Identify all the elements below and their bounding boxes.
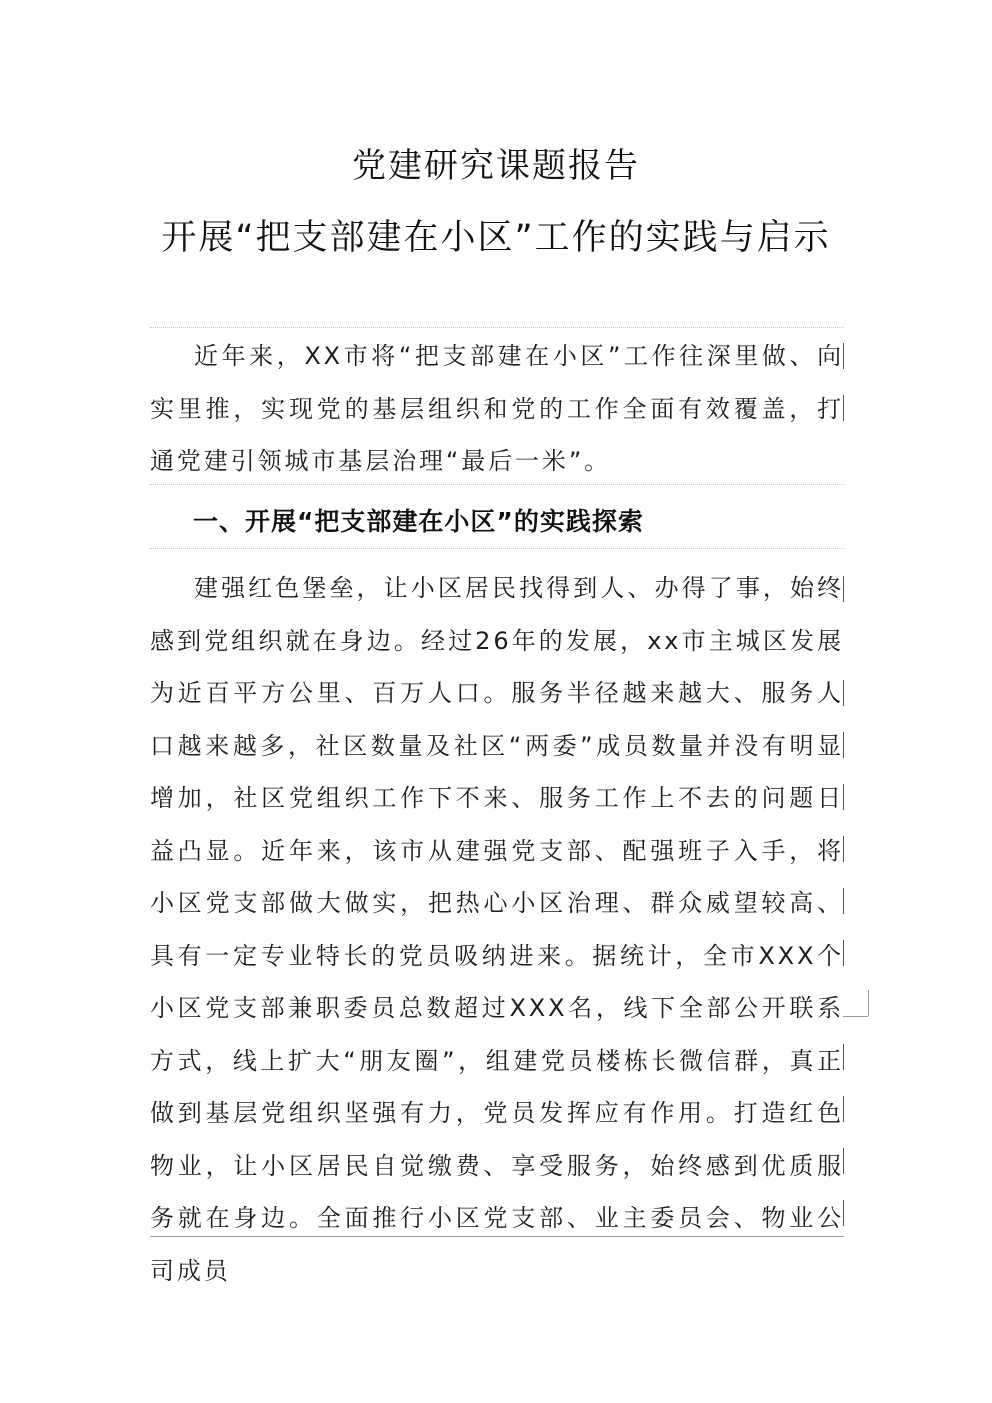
intro-paragraph: 近年来，XX市将“把支部建在小区”工作往深里做、向实里推，实现党的基层组织和党的工作全面有效覆盖，打通党建引领城市基层治理“最后一米”。 [150,342,844,475]
text-boundary-marker [868,990,869,1016]
body-paragraph: 建强红色堡垒，让小区居民找得到人、办得了事，始终感到党组织就在身边。经过26年的发展，xx市主城区发展为近百平方公里、百万人口。服务半径越来越大、服务人口越来越多，社区数量及社区“两委”成员数量并没有明显增加，社区党组织工作下不来、服务工作上不去的问题日益凸显。近年来，该市从建强党支部、配强班子入手，将小区党支部做大做实，把热心小区治理、群众威望较高、具有一定专业特长的党员吸纳进来。据统计，全市XXX个小区党支部兼职委员总数超过XXX名，线下全部公开联系方式，线上扩大“朋友圈”，组建党员楼栋长微信群，真正做到基层党组织坚强有力，党员发挥应有作用。打造红色物业，让小区居民自觉缴费、享受服务，始终感到优质服务就在身边。全面推行小区党支部、业主委员会、物业公司成员 [150,574,844,1285]
margin-marker [843,1044,844,1070]
margin-marker [843,1200,844,1226]
paragraph-divider [150,548,844,549]
text-boundary-marker [843,1016,868,1017]
document-title: 党建研究课题报告 [352,146,640,186]
margin-marker [843,680,844,706]
page-bottom-rule [150,1236,844,1237]
margin-marker [843,576,844,602]
margin-marker [843,395,844,421]
paragraph-divider [150,484,844,485]
margin-marker [843,343,844,369]
margin-marker [843,940,844,966]
margin-marker [843,1148,844,1174]
margin-marker [843,784,844,810]
margin-marker [843,1096,844,1122]
section-heading: 一、开展“把支部建在小区”的实践探索 [193,507,644,536]
paragraph-divider [150,327,844,328]
margin-marker [843,732,844,758]
margin-marker [843,888,844,914]
document-subtitle: 开展“把支部建在小区”工作的实践与启示 [161,218,831,258]
margin-marker [843,836,844,862]
